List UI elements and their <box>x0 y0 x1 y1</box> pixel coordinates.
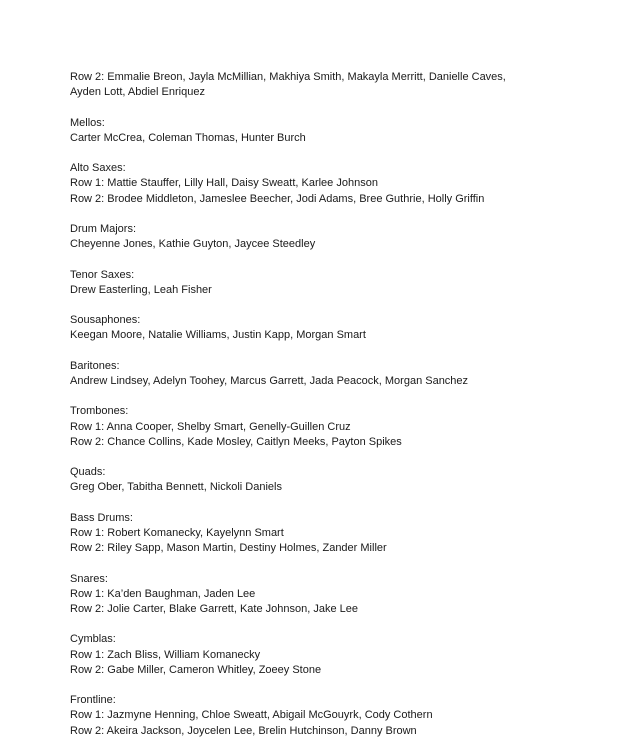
section-heading: Quads: <box>70 466 106 479</box>
roster-section <box>70 404 590 450</box>
roster-line: Row 1: Anna Cooper, Shelby Smart, Genelly-Guillen Cruz <box>70 420 351 433</box>
intro-line: Ayden Lott, Abdiel Enriquez <box>70 86 205 99</box>
roster-section <box>70 572 590 618</box>
section-heading: Trombones: <box>70 405 129 418</box>
intro-line: Row 2: Emmalie Breon, Jayla McMillian, Makhiya Smith, Makayla Merritt, Danielle Caves, <box>70 71 506 83</box>
roster-line: Row 1: Robert Komanecky, Kayelynn Smart <box>70 526 284 539</box>
section-heading: Sousaphones: <box>70 314 141 327</box>
section-list <box>70 116 590 739</box>
roster-section <box>70 693 590 739</box>
roster-section <box>70 359 590 389</box>
section-heading: Baritones: <box>70 359 120 372</box>
roster-line: Row 2: Akeira Jackson, Joycelen Lee, Brelin Hutchinson, Danny Brown <box>70 724 417 737</box>
roster-line: Row 2: Jolie Carter, Blake Garrett, Kate Johnson, Jake Lee <box>70 602 358 615</box>
section-heading: Tenor Saxes: <box>70 268 135 281</box>
section-heading: Alto Saxes: <box>70 162 126 175</box>
roster-section <box>70 511 590 557</box>
roster-line: Row 1: Mattie Stauffer, Lilly Hall, Daisy Sweatt, Karlee Johnson <box>70 177 378 190</box>
roster-line: Greg Ober, Tabitha Bennett, Nickoli Daniels <box>70 481 282 494</box>
section-heading: Bass Drums: <box>70 511 133 524</box>
intro-section <box>70 70 590 100</box>
roster-section <box>70 222 590 252</box>
roster-section <box>70 116 590 146</box>
roster-line: Drew Easterling, Leah Fisher <box>70 283 212 296</box>
roster-section <box>70 161 590 207</box>
section-heading: Mellos: <box>70 116 105 129</box>
roster-line: Keegan Moore, Natalie Williams, Justin Kapp, Morgan Smart <box>70 329 366 342</box>
roster-line: Carter McCrea, Coleman Thomas, Hunter Burch <box>70 131 306 144</box>
roster-line: Row 1: Ka’den Baughman, Jaden Lee <box>70 587 256 600</box>
section-heading: Cymblas: <box>70 633 116 646</box>
roster-line: Row 2: Chance Collins, Kade Mosley, Caitlyn Meeks, Payton Spikes <box>70 435 402 448</box>
roster-section <box>70 465 590 495</box>
roster-line: Cheyenne Jones, Kathie Guyton, Jaycee Steedley <box>70 238 316 251</box>
section-heading: Frontline: <box>70 694 116 707</box>
section-heading: Drum Majors: <box>70 222 137 235</box>
roster-line: Row 2: Riley Sapp, Mason Martin, Destiny Holmes, Zander Miller <box>70 542 387 555</box>
roster-line: Row 1: Jazmyne Henning, Chloe Sweatt, Abigail McGouyrk, Cody Cothern <box>70 709 433 722</box>
roster-line: Row 2: Brodee Middleton, Jameslee Beecher, Jodi Adams, Bree Guthrie, Holly Griffin <box>70 192 485 205</box>
document-page <box>70 70 590 754</box>
roster-section <box>70 632 590 678</box>
roster-line: Andrew Lindsey, Adelyn Toohey, Marcus Garrett, Jada Peacock, Morgan Sanchez <box>70 374 469 387</box>
roster-line: Row 2: Gabe Miller, Cameron Whitley, Zoeey Stone <box>70 663 322 676</box>
roster-section <box>70 268 590 298</box>
roster-line: Row 1: Zach Bliss, William Komanecky <box>70 648 261 661</box>
section-heading: Snares: <box>70 572 108 585</box>
roster-section <box>70 313 590 343</box>
